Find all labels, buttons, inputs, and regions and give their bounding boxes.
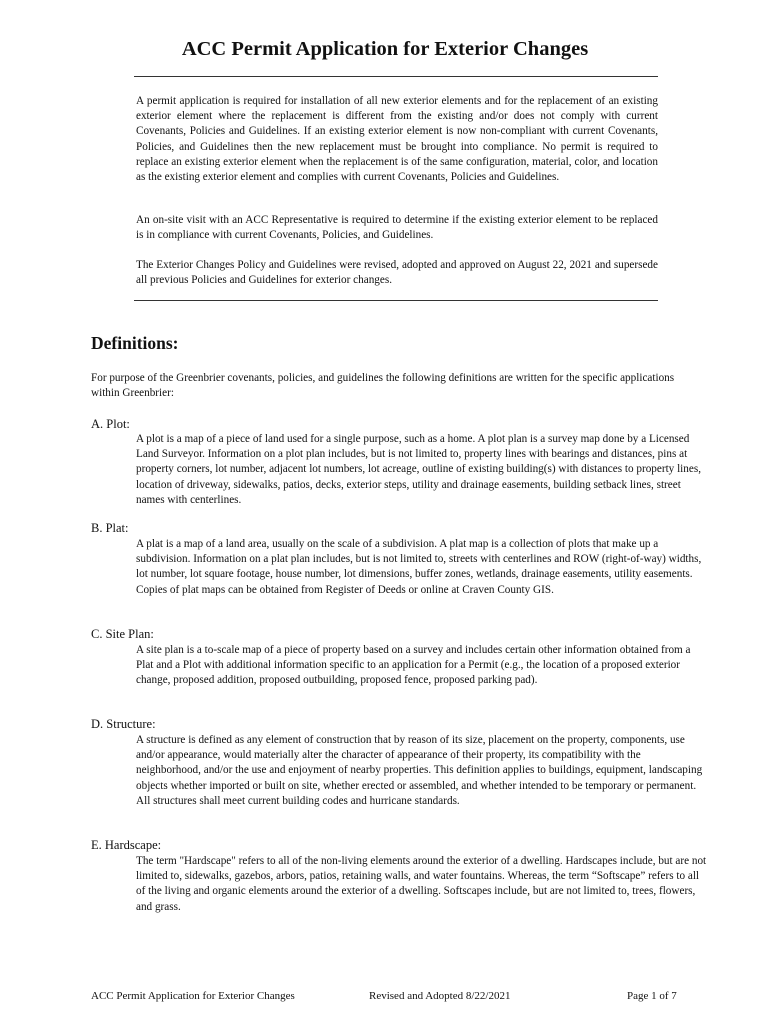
bottom-divider <box>134 300 658 301</box>
definitions-heading: Definitions: <box>91 333 179 353</box>
definition-body-plat: A plat is a map of a land area, usually on the scale of a subdivision. A plat map is a collection of plots that make up a subdivision. Information on a plat plan includes, but is not limited to, streets with centerlines and ROW (right-of-way) widths, lot number, lot square footage, house number, lot dimensions, buffer zones, wetlands, drainage easements, utility easements. Copies of plat maps can be obtained from Register of Deeds or online at Craven County GIS. <box>136 538 702 596</box>
footer-page-number: Page 1 of 7 <box>627 990 677 1002</box>
definition-body-site-plan: A site plan is a to-scale map of a piece of property based on a survey and includes certain other information obtained from a Plat and a Plot with additional information specific to an application for a Permit (e.g., the location of a proposed exterior change, proposed addition, proposed outbuilding, proposed fence, proposed parking pad). <box>136 644 691 687</box>
top-divider <box>134 76 658 77</box>
footer-document-title: ACC Permit Application for Exterior Changes <box>91 990 295 1002</box>
definition-term-plat: B. Plat: <box>91 521 129 535</box>
footer-revision-date: Revised and Adopted 8/22/2021 <box>369 990 511 1002</box>
definition-term-plot: A. Plot: <box>91 417 130 431</box>
definition-body-hardscape: The term "Hardscape" refers to all of the non-living elements around the exterior of a dwelling. Hardscapes include, but are not limited to, sidewalks, gazebos, arbors, patios, retaining walls, and water fountains. Whereas, the term “Softscape” refers to all of the living and organic elements around the exterior of a dwelling. Softscapes include, but are not limited to, trees, flowers, and grass. <box>136 855 707 913</box>
definition-term-structure: D. Structure: <box>91 717 156 731</box>
definition-body-structure: A structure is defined as any element of construction that by reason of its size, placement on the property, components, use and/or appearance, would materially alter the character of appearance of their property, its compatibility with the neighborhood, and/or the use and enjoyment of nearby properties. This definition applies to buildings, equipment, landscaping objects whether imported or built on site, whether erected or assembled, and whether intended to be temporary or permanent. All structures shall meet current building codes and hurricane standards. <box>136 734 703 807</box>
intro-paragraph-3: The Exterior Changes Policy and Guidelines were revised, adopted and approved on August 22, 2021 and supersede all previous Policies and Guidelines for exterior changes. <box>136 259 658 287</box>
page-title: ACC Permit Application for Exterior Changes <box>181 38 589 60</box>
definitions-lead: For purpose of the Greenbrier covenants, policies, and guidelines the following definitions are written for the specific applications within Greenbrier: <box>91 372 675 400</box>
definition-term-hardscape: E. Hardscape: <box>91 838 162 852</box>
intro-paragraph-1: A permit application is required for installation of all new exterior elements and for the replacement of an existing exterior element where the replacement is different from the existing and/or does not comply with current Covenants, Policies and Guidelines. If an existing exterior element is now non-compliant with current Covenants, Policies, and Guidelines then the new replacement must be brought into compliance. No permit is required to replace an existing exterior element when the replacement is of the same configuration, material, color, and location as the existing exterior element and complies with current Covenants, Policies and Guidelines. <box>136 95 658 184</box>
definition-body-plot: A plot is a map of a piece of land used for a single purpose, such as a home. A plot plan is a survey map done by a Licensed Land Surveyor. Information on a plot plan includes, but is not limited to, property lines with bearings and distances, pins at property corners, lot number, adjacent lot numbers, lot acreage, outline of existing building(s) with distances to property lines, location of driveway, sidewalks, patios, decks, exterior steps, utility and drainage easements, building setback lines, street names with centerlines. <box>136 433 701 506</box>
definition-term-site-plan: C. Site Plan: <box>91 627 154 641</box>
intro-paragraph-2: An on-site visit with an ACC Representative is required to determine if the existing exterior element to be replaced is in compliance with current Covenants, Policies, and Guidelines. <box>136 214 658 242</box>
